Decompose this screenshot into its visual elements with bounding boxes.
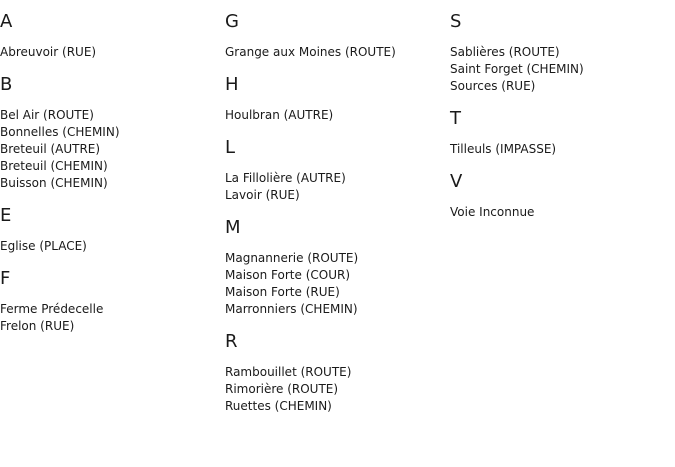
street-link[interactable]: Eglise (PLACE) bbox=[0, 239, 87, 253]
letter-group-r bbox=[225, 330, 445, 415]
street-link[interactable]: Saint Forget (CHEMIN) bbox=[450, 62, 584, 76]
street-link[interactable]: Rambouillet (ROUTE) bbox=[225, 365, 352, 379]
street-link[interactable]: Maison Forte (COUR) bbox=[225, 268, 351, 282]
street-link[interactable]: Maison Forte (RUE) bbox=[225, 285, 340, 299]
letter-group-v bbox=[450, 170, 670, 221]
street-link[interactable]: Bel Air (ROUTE) bbox=[0, 108, 94, 122]
letter-heading: T bbox=[450, 108, 461, 129]
letter-group-l bbox=[225, 136, 445, 204]
letter-group-m bbox=[225, 216, 445, 318]
street-link[interactable]: Rimorière (ROUTE) bbox=[225, 382, 339, 396]
street-link[interactable]: Bonnelles (CHEMIN) bbox=[0, 125, 120, 139]
street-link[interactable]: Magnannerie (ROUTE) bbox=[225, 251, 359, 265]
letter-heading: R bbox=[225, 331, 238, 352]
letter-group-a bbox=[0, 10, 220, 61]
letter-group-s bbox=[450, 10, 670, 95]
street-link[interactable]: Breteuil (AUTRE) bbox=[0, 142, 101, 156]
street-link[interactable]: Sources (RUE) bbox=[450, 79, 536, 93]
letter-heading: E bbox=[0, 205, 12, 226]
letter-heading: B bbox=[0, 74, 13, 95]
street-link[interactable]: Sablières (ROUTE) bbox=[450, 45, 560, 59]
street-link[interactable]: Ruettes (CHEMIN) bbox=[225, 399, 332, 413]
street-link[interactable]: Breteuil (CHEMIN) bbox=[0, 159, 108, 173]
index-column-3 bbox=[450, 10, 670, 233]
letter-group-h bbox=[225, 73, 445, 124]
street-link[interactable]: Tilleuls (IMPASSE) bbox=[450, 142, 557, 156]
letter-heading: V bbox=[450, 171, 463, 192]
street-link[interactable]: Ferme Prédecelle bbox=[0, 302, 104, 316]
letter-heading: F bbox=[0, 268, 11, 289]
letter-group-e bbox=[0, 204, 220, 255]
letter-group-t bbox=[450, 107, 670, 158]
street-link[interactable]: Marronniers (CHEMIN) bbox=[225, 302, 358, 316]
street-link[interactable]: Buisson (CHEMIN) bbox=[0, 176, 108, 190]
street-link[interactable]: Lavoir (RUE) bbox=[225, 188, 300, 202]
letter-heading: S bbox=[450, 11, 462, 32]
index-column-1 bbox=[0, 10, 220, 347]
street-link[interactable]: Voie Inconnue bbox=[450, 205, 535, 219]
letter-group-f bbox=[0, 267, 220, 335]
letter-heading: M bbox=[225, 217, 241, 238]
letter-heading: L bbox=[225, 137, 236, 158]
letter-group-g bbox=[225, 10, 445, 61]
index-column-2 bbox=[225, 10, 445, 427]
letter-group-b bbox=[0, 73, 220, 192]
street-link[interactable]: Grange aux Moines (ROUTE) bbox=[225, 45, 396, 59]
street-link[interactable]: Frelon (RUE) bbox=[0, 319, 75, 333]
letter-heading: G bbox=[225, 11, 239, 32]
street-link[interactable]: Houlbran (AUTRE) bbox=[225, 108, 334, 122]
letter-heading: H bbox=[225, 74, 239, 95]
street-link[interactable]: Abreuvoir (RUE) bbox=[0, 45, 97, 59]
street-link[interactable]: La Fillolière (AUTRE) bbox=[225, 171, 346, 185]
letter-heading: A bbox=[0, 11, 13, 32]
